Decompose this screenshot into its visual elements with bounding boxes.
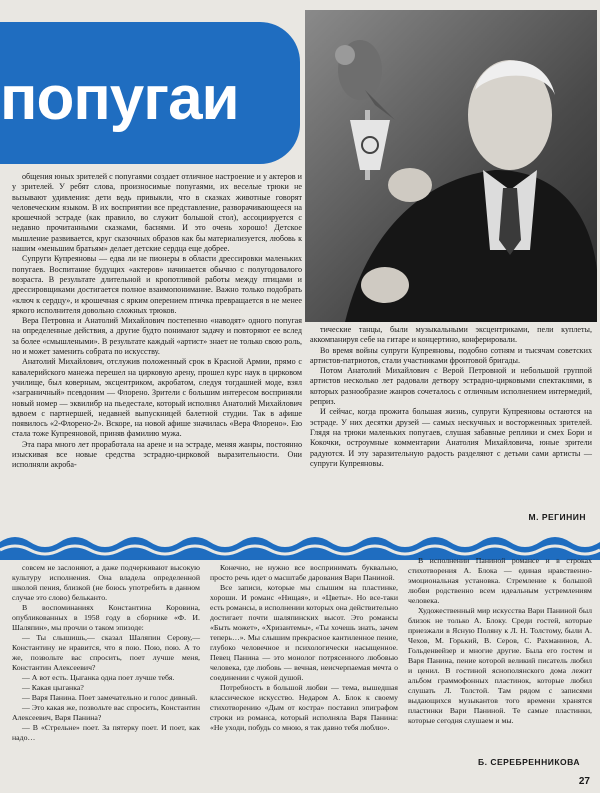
paragraph: — Это какая же, позвольте вас спросить, Константин Алексеевич, Варя Панина? — [12, 703, 200, 722]
paragraph: Конечно, не нужно все воспринимать буквально, просто речь идет о масштабе дарования Вари Паниной. — [210, 563, 398, 582]
paragraph: Вера Петровна и Анатолий Михайлович постепенно «наводят» одного попугая на определенные действия, а другие будто понимают задачу и повторяют ее вслед за более «смышлеными». В результате каждый «артист» знает не только свою роль, но и может заменить собрата по искусству. — [12, 316, 302, 357]
paragraph: Все записи, которые мы слышим на пластинке, хороши. И романс «Нищая», и «Цветы». Но все-таки есть романсы, в исполнении которых она действительно достигает почти шаляпинских высот. Это романсы «Быть может», «Хризантемы», «Ты хочешь знать, зачем теперь…». Мы слышим прекрасное кантиленное пение, глубоко человечное и психологически насыщенное. Певец Панина — это монолог потрясенного любовью человека, где любовь — вечная, неисчерпаемая мечта о соединении с чужой душой. — [210, 583, 398, 682]
photo-man-with-parrots — [305, 10, 597, 322]
article2-signature: Б. СЕРЕБРЕННИКОВА — [478, 757, 580, 767]
paragraph: — Какая цыганка? — [22, 683, 84, 692]
article1-signature: М. РЕГИНИН — [528, 512, 586, 522]
article2-column3 — [408, 556, 592, 726]
paragraph: совсем не заслоняют, а даже подчеркивают высокую культуру исполнения. Она владела определенной школой пения, близкой (не боюсь употребить в данном случае это слово) бельканто. — [12, 563, 200, 602]
paragraph: — В «Стрельне» поет. За пятерку поет. И поет, как надо… — [12, 723, 200, 742]
article-title: попугаи — [0, 64, 239, 133]
paragraph: Во время войны супруги Купреяновы, подобно сотням и тысячам советских артистов-патриотов, стали участниками фронтовой бригады. — [310, 345, 592, 365]
paragraph: Потом Анатолий Михайлович с Верой Петровной и небольшой группой артистов несколько лет радовали детвору эстрадно-цирковыми спектаклями, в которых разнообразие жанров сочеталось с отличным исполнением интермедий, реприз. — [310, 366, 592, 407]
paragraph: Супруги Купреяновы — едва ли не пионеры в области дрессировки маленьких попугаев. Воспитание будущих «актеров» начинается обычно с полугодовалого возраста. В результате длительной и кропотливой работы между птицами и дрессировщиками достигается полное взаимопонимание. Важно только подобрать «ключ к сердцу», и крошечная с ярким оперением птичка превращается в не менее яркого исполнителя довольно сложных трюков. — [12, 254, 302, 315]
paragraph: В воспоминаниях Константина Коровина, опубликованных в 1958 году в сборнике «Ф. И. Шаляпин», мы прочли о таком эпизоде: — [12, 603, 200, 632]
article1-column1 — [12, 172, 302, 471]
article1-column2 — [310, 325, 592, 469]
paragraph: — Ты слышишь,— сказал Шаляпин Серову,— Константину не нравится, что я пою. Пою, пою. А то же, позвольте вас спросить, поет лучше меня, Константин Алексеевич? — [12, 633, 200, 672]
paragraph: Эта пара много лет проработала на арене и на эстраде, меняя жанры, постоянно изыскивая все новые средства эстрадно-цирковой выразительности. Они исполняли акроба- — [12, 439, 302, 470]
paragraph: Анатолий Михайлович, отслужив положенный срок в Красной Армии, прямо с кавалерийского манежа перешел на цирковую арену, прошел курс наук в цирковом училище, был коверным, эксцентриком, акробатом, следуя тогдашней моде, взял «заграничный» псевдоним — Флорено. Зрители с большим интересом восприняли новый номер — эквилибр на пьедестале, который исполнял Анатолий Михайлович вдвоем с партнершей, недавней выпускницей балетной студии. Так в афише появилось «2-Флорено-2». Вскоре, на новой афише значилась «Вера Флорено». Ею стала тоже Купреяновой, приняв фамилию мужа. — [12, 357, 302, 439]
paragraph: — Варя Панина. Поет замечательно и голос дивный. — [22, 693, 198, 702]
article2-column2 — [210, 563, 398, 733]
paragraph: общения юных зрителей с попугаями создает отличное настроение и у актеров и у зрителей. У ребят слова, произносимые попугаями, их веселые трюки не вызывают удивления: дети ведь привыкли, что в сказках животные говорят человеческим языком. В их восприятии все представление, разворачивающееся на крошечной эстраде (как правило, во служит большой стол), ассоциируется с недавно прочитанными сказками, баснями. И это очень хорошо! Детское мышление развивается, круг сказочных образов как бы материализуется, любовь к нашим «меньшим братьям» делает детские сердца еще добрее. — [12, 172, 302, 254]
paragraph: — А вот есть. Цыганка одна поет лучше тебя. — [22, 673, 175, 682]
title-band — [0, 22, 300, 164]
paragraph: В исполнении Паниной романсе и в строках стихотворения А. Блока — единая нравственно-эмоциональная установка. Стремление к большой любви родственно всем идеальным устремлениям человека. — [408, 556, 592, 605]
paragraph: Художественный мир искусства Вари Паниной был близок не только А. Блоку. Среди гостей, которые приезжали в Ясную Поляну к Л. Н. Толстому, были А. Чехов, М. Горький, В. Серов, С. Рахманинов, А. Гольденвейзер и многие другие. Была его гостем и Варя Панина, пение которой великий писатель любил и ценил. В гостиной яснополянского дома лежит альбом граммофонных пластинок, которые любил слушать Л. Толстой. Там рядом с записями выдающихся музыкантов того времени хранятся пластинки Вари Паниной. Те самые пластинки, которые сегодня слушаем и мы. — [408, 606, 592, 725]
article2-column1 — [12, 563, 200, 743]
paragraph: И сейчас, когда прожита большая жизнь, супруги Купреяновы остаются на эстраде. У них десятки друзей — самых нескучных и восторженных зрителей. Глядя на трюки маленьких попугаев, слушая забавные реплики и смех Бори и Кокочки, остроумные комментарии Анатолия Михайловича, юные зрители радуются. И эту заразительную радость разделяют с детьми сами артисты — супруги Купреяновы. — [310, 407, 592, 468]
paragraph: тические танцы, были музыкальными эксцентриками, пели куплеты, аккомпанируя себе на гитаре и концертино, конферировали. — [310, 325, 592, 345]
paragraph: Потребность в большой любви — тема, вышедшая классическое искусство. Недаром А. Блок к своему стихотворению «Дым от костра» поставил эпиграфом строки из романса, который исполняла Варя Панина: «Не уходи, побудь со мною, я так давно тебя люблю». — [210, 683, 398, 732]
page-number: 27 — [578, 776, 590, 787]
